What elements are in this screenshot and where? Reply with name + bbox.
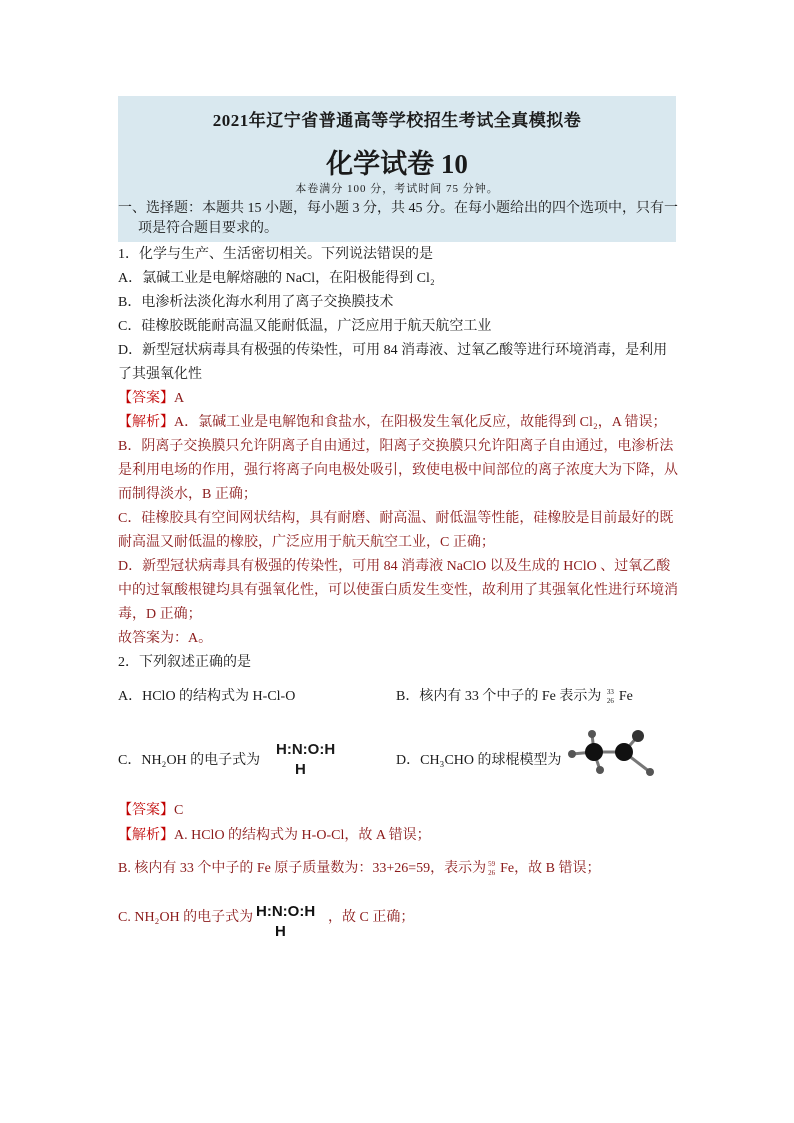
carbon-atom xyxy=(615,743,633,761)
section-instruction-line1: 一、选择题：本题共 15 小题，每小题 3 分，共 45 分。在每小题给出的四个选项中，只有一 xyxy=(118,201,678,216)
q1-stem: 1．化学与生产、生活密切相关。下列说法错误的是 xyxy=(118,247,433,262)
q1-analysis-line2: B．阴离子交换膜只允许阴离子自由通过，阳离子交换膜只允许阳离子自由通过，电渗析法 xyxy=(118,439,674,454)
q1-option-a: A．氯碱工业是电解熔融的 NaCl，在阳极能得到 Cl₂ xyxy=(118,271,435,286)
q2-option-c: C．NH₂OH 的电子式为 xyxy=(118,753,261,768)
carbon-atom xyxy=(585,743,603,761)
q1-analysis-line5: C．硅橡胶具有空间网状结构，具有耐磨、耐高温、耐低温等性能，硅橡胶是目前最好的既 xyxy=(118,511,674,526)
hydrogen-atom xyxy=(596,766,604,774)
q2-option-a: A．HClO 的结构式为 H-Cl-O xyxy=(118,689,296,704)
analysis-b-end: ，故 B 错误； xyxy=(514,861,601,877)
element-symbol: Fe xyxy=(618,689,633,704)
analysis-tag: 【解析】 xyxy=(118,415,174,430)
q2-analysis-line1 xyxy=(118,827,431,845)
q1-option-d-line1: D．新型冠状病毒具有极强的传染性，可用 84 消毒液、过氧乙酸等进行环境消毒，是利用 xyxy=(118,343,668,358)
answer-value: C xyxy=(174,803,184,818)
electron-formula xyxy=(276,741,336,778)
section-instruction-line2: 项是符合题目要求的。 xyxy=(138,221,278,236)
q1-analysis-line7: D．新型冠状病毒具有极强的传染性，可用 84 消毒液 NaClO 以及生成的 HClO 、过氧乙酸 xyxy=(118,559,671,574)
q1-analysis-line9: 毒，D 正确； xyxy=(118,607,202,622)
q1-conclusion: 故答案为：A。 xyxy=(118,631,213,646)
hydrogen-atom xyxy=(646,768,654,776)
q1-analysis-line6: 耐高温又耐低温的橡胶，广泛应用于航天航空工业，C 正确； xyxy=(118,535,495,550)
answer-tag: 【答案】 xyxy=(118,803,174,818)
q1-option-d-line2: 了其强氧化性 xyxy=(118,367,202,382)
electron-formula-top: H:N:O:H xyxy=(256,903,316,920)
hydrogen-atom xyxy=(568,750,576,758)
q2-option-b xyxy=(396,685,633,706)
exam-subtitle: 化学试卷 10 xyxy=(326,149,468,179)
q1-option-c: C．硅橡胶既能耐高温又能耐低温，广泛应用于航天航空工业 xyxy=(118,319,492,334)
atomic-number: 26 xyxy=(488,869,496,877)
analysis-b-text: B. 核内有 33 个中子的 Fe 原子质量数为：33+26=59，表示为 xyxy=(118,861,487,877)
oxygen-atom xyxy=(632,730,644,742)
ball-and-stick-model xyxy=(562,728,658,780)
q1-analysis-line8: 中的过氧酸根键均具有强氧化性，可以使蛋白质发生变性，故利用了其强氧化性进行环境消 xyxy=(118,583,678,598)
analysis-text: A. HClO 的结构式为 H-O-Cl，故 A 错误； xyxy=(174,828,431,843)
analysis-tag: 【解析】 xyxy=(118,828,174,843)
q1-answer xyxy=(118,390,184,408)
option-b-text: B．核内有 33 个中子的 Fe 表示为 xyxy=(396,689,602,704)
electron-formula-bottom: H xyxy=(275,923,286,940)
isotope-notation xyxy=(605,688,619,706)
electron-formula-bottom: H xyxy=(295,761,306,778)
q1-option-b: B．电渗析法淡化海水利用了离子交换膜技术 xyxy=(118,295,394,310)
q2-stem: 2．下列叙述正确的是 xyxy=(118,655,251,670)
electron-formula-analysis xyxy=(256,903,316,940)
q1-analysis-line4: 而制得淡水，B 正确； xyxy=(118,487,257,502)
mass-number: 33 xyxy=(606,687,614,696)
q1-analysis-line1 xyxy=(118,414,667,432)
q2-analysis-line2 xyxy=(118,860,600,878)
atomic-number: 26 xyxy=(606,696,614,705)
electron-formula-top: H:N:O:H xyxy=(276,741,336,758)
q2-option-d: D．CH₃CHO 的球棍模型为 xyxy=(396,753,562,768)
exam-title: 2021年辽宁省普通高等学校招生考试全真模拟卷 xyxy=(212,111,582,130)
q2-analysis-line3: C. NH₂OH 的电子式为 xyxy=(118,910,254,925)
answer-value: A xyxy=(174,391,185,406)
isotope-notation xyxy=(486,860,500,878)
q1-analysis-line3: 是利用电场的作用，强行将离子向电极处吸引，致使电极中间部位的离子浓度大为下降，从 xyxy=(118,463,678,478)
mass-number: 59 xyxy=(488,860,496,868)
analysis-text: A．氯碱工业是电解饱和食盐水，在阳极发生氧化反应，故能得到 Cl₂，A 错误； xyxy=(174,415,667,430)
hydrogen-atom xyxy=(588,730,596,738)
element-symbol: Fe xyxy=(500,861,515,877)
exam-info: 本卷满分 100 分，考试时间 75 分钟。 xyxy=(295,183,499,195)
q2-answer xyxy=(118,802,183,820)
answer-tag: 【答案】 xyxy=(118,391,174,406)
q2-analysis-line3-end: ，故 C 正确； xyxy=(328,910,415,925)
